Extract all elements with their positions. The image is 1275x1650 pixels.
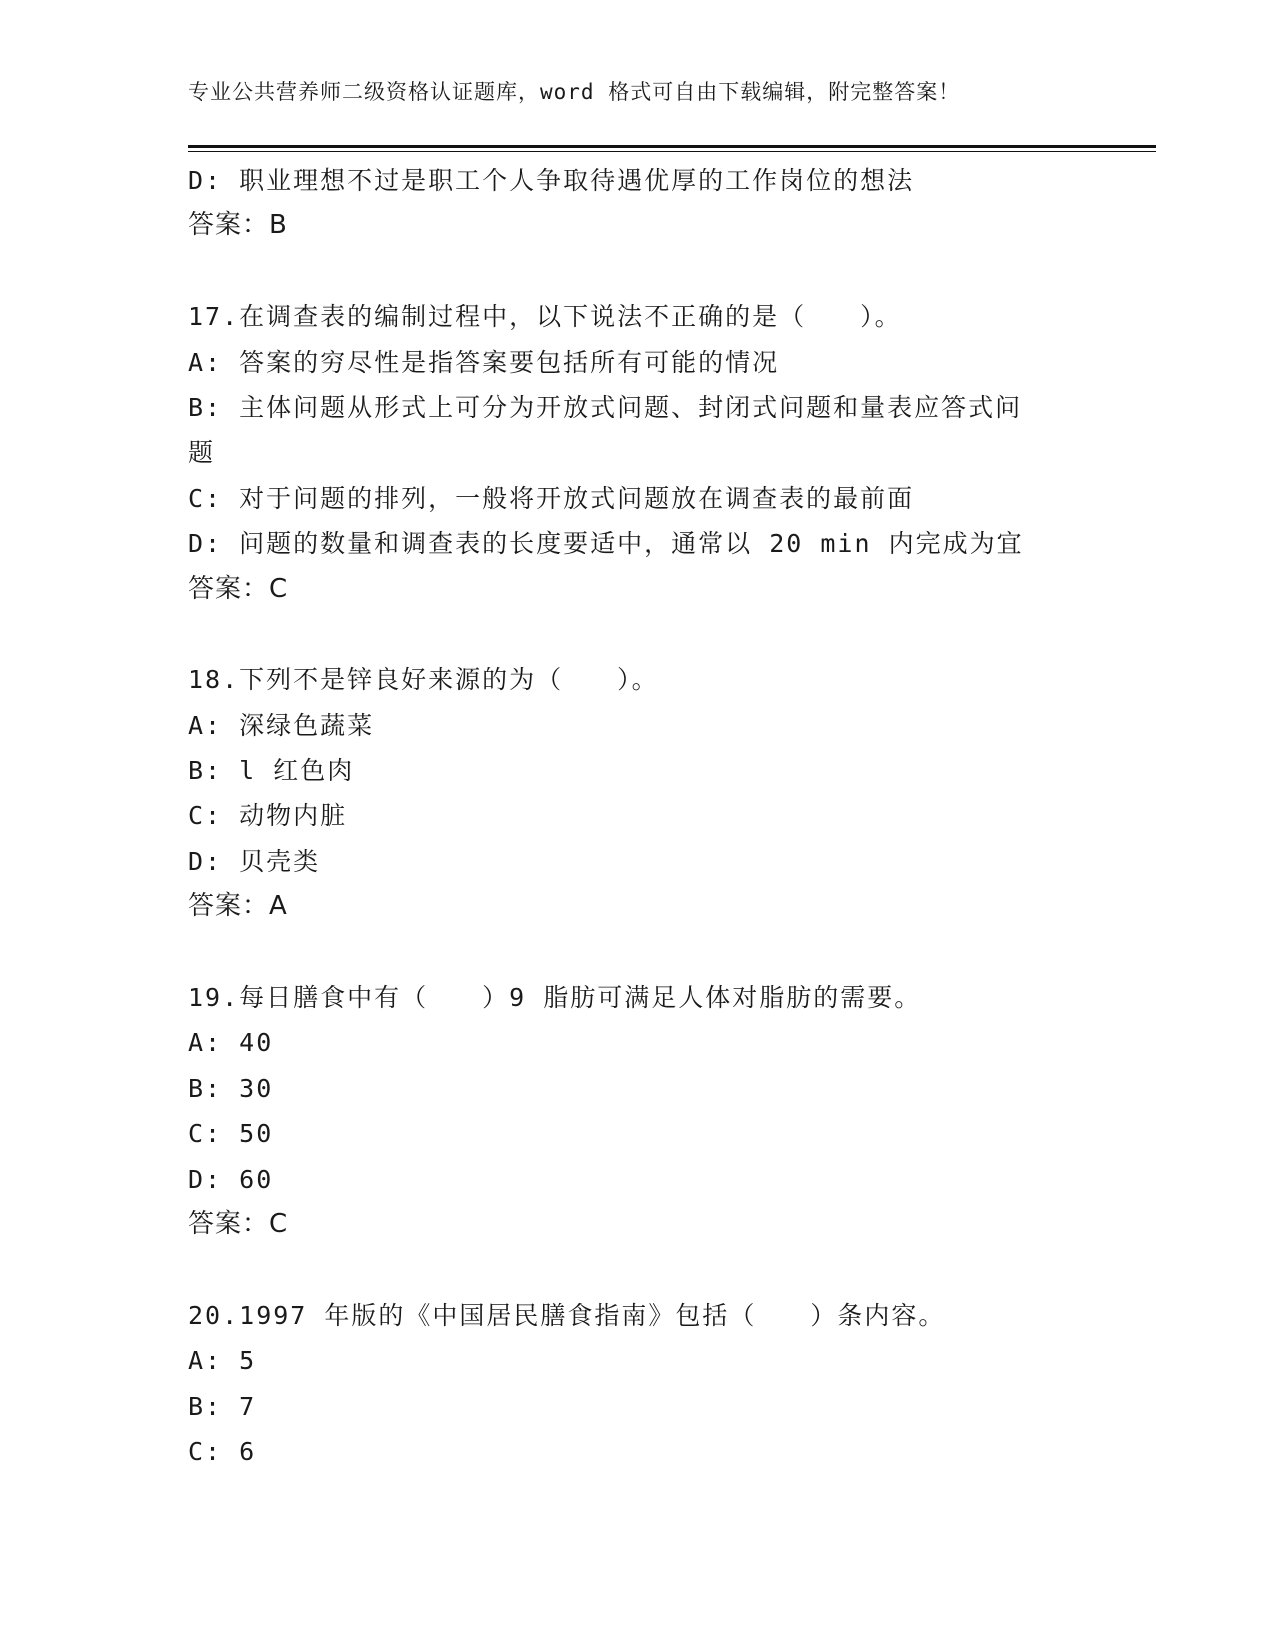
answer-text: 答案：C (188, 1208, 289, 1239)
answer-text: 答案：B (188, 210, 288, 241)
option-text: B: 主体问题从形式上可分为开放式问题、封闭式问题和量表应答式问 (188, 392, 1023, 422)
option-text: C: 对于问题的排列，一般将开放式问题放在调查表的最前面 (188, 483, 915, 513)
question-text: 19.每日膳食中有（ ）9 脂肪可满足人体对脂肪的需要。 (188, 983, 922, 1013)
option-text: D: 职业理想不过是职工个人争取待遇优厚的工作岗位的想法 (188, 166, 915, 195)
answer-text: 答案：C (188, 573, 289, 604)
option-text: B: l 红色肉 (188, 756, 355, 786)
blank-line (188, 1247, 1088, 1292)
option-text: C: 6 (188, 1436, 257, 1466)
blank-line (188, 930, 1088, 975)
blank-line (188, 612, 1088, 657)
option-text: A: 40 (188, 1028, 274, 1058)
question-text: 17.在调查表的编制过程中，以下说法不正确的是（ ）。 (188, 302, 902, 332)
option-text: C: 50 (188, 1119, 274, 1149)
option-text: D: 贝壳类 (188, 846, 321, 876)
header-rule-thick (188, 145, 1156, 148)
question-text: 18.下列不是锌良好来源的为（ ）。 (188, 665, 659, 695)
document-body (188, 158, 1088, 1474)
option-text: A: 答案的穷尽性是指答案要包括所有可能的情况 (188, 347, 780, 377)
page-header: 专业公共营养师二级资格认证题库，word 格式可自由下载编辑，附完整答案！ (188, 80, 961, 104)
option-text: D: 60 (188, 1164, 274, 1194)
option-text: B: 7 (188, 1391, 257, 1421)
option-text: 题 (188, 438, 216, 468)
option-text: D: 问题的数量和调查表的长度要适中，通常以 20 min 内完成为宜 (188, 529, 1024, 559)
question-text: 20.1997 年版的《中国居民膳食指南》包括（ ）条内容。 (188, 1300, 946, 1330)
option-text: C: 动物内脏 (188, 801, 348, 831)
answer-text: 答案：A (188, 891, 288, 922)
option-text: B: 30 (188, 1073, 274, 1103)
header-rule-thin (188, 151, 1156, 152)
option-text: A: 5 (188, 1346, 257, 1376)
option-text: A: 深绿色蔬菜 (188, 710, 375, 740)
blank-line (188, 249, 1088, 294)
